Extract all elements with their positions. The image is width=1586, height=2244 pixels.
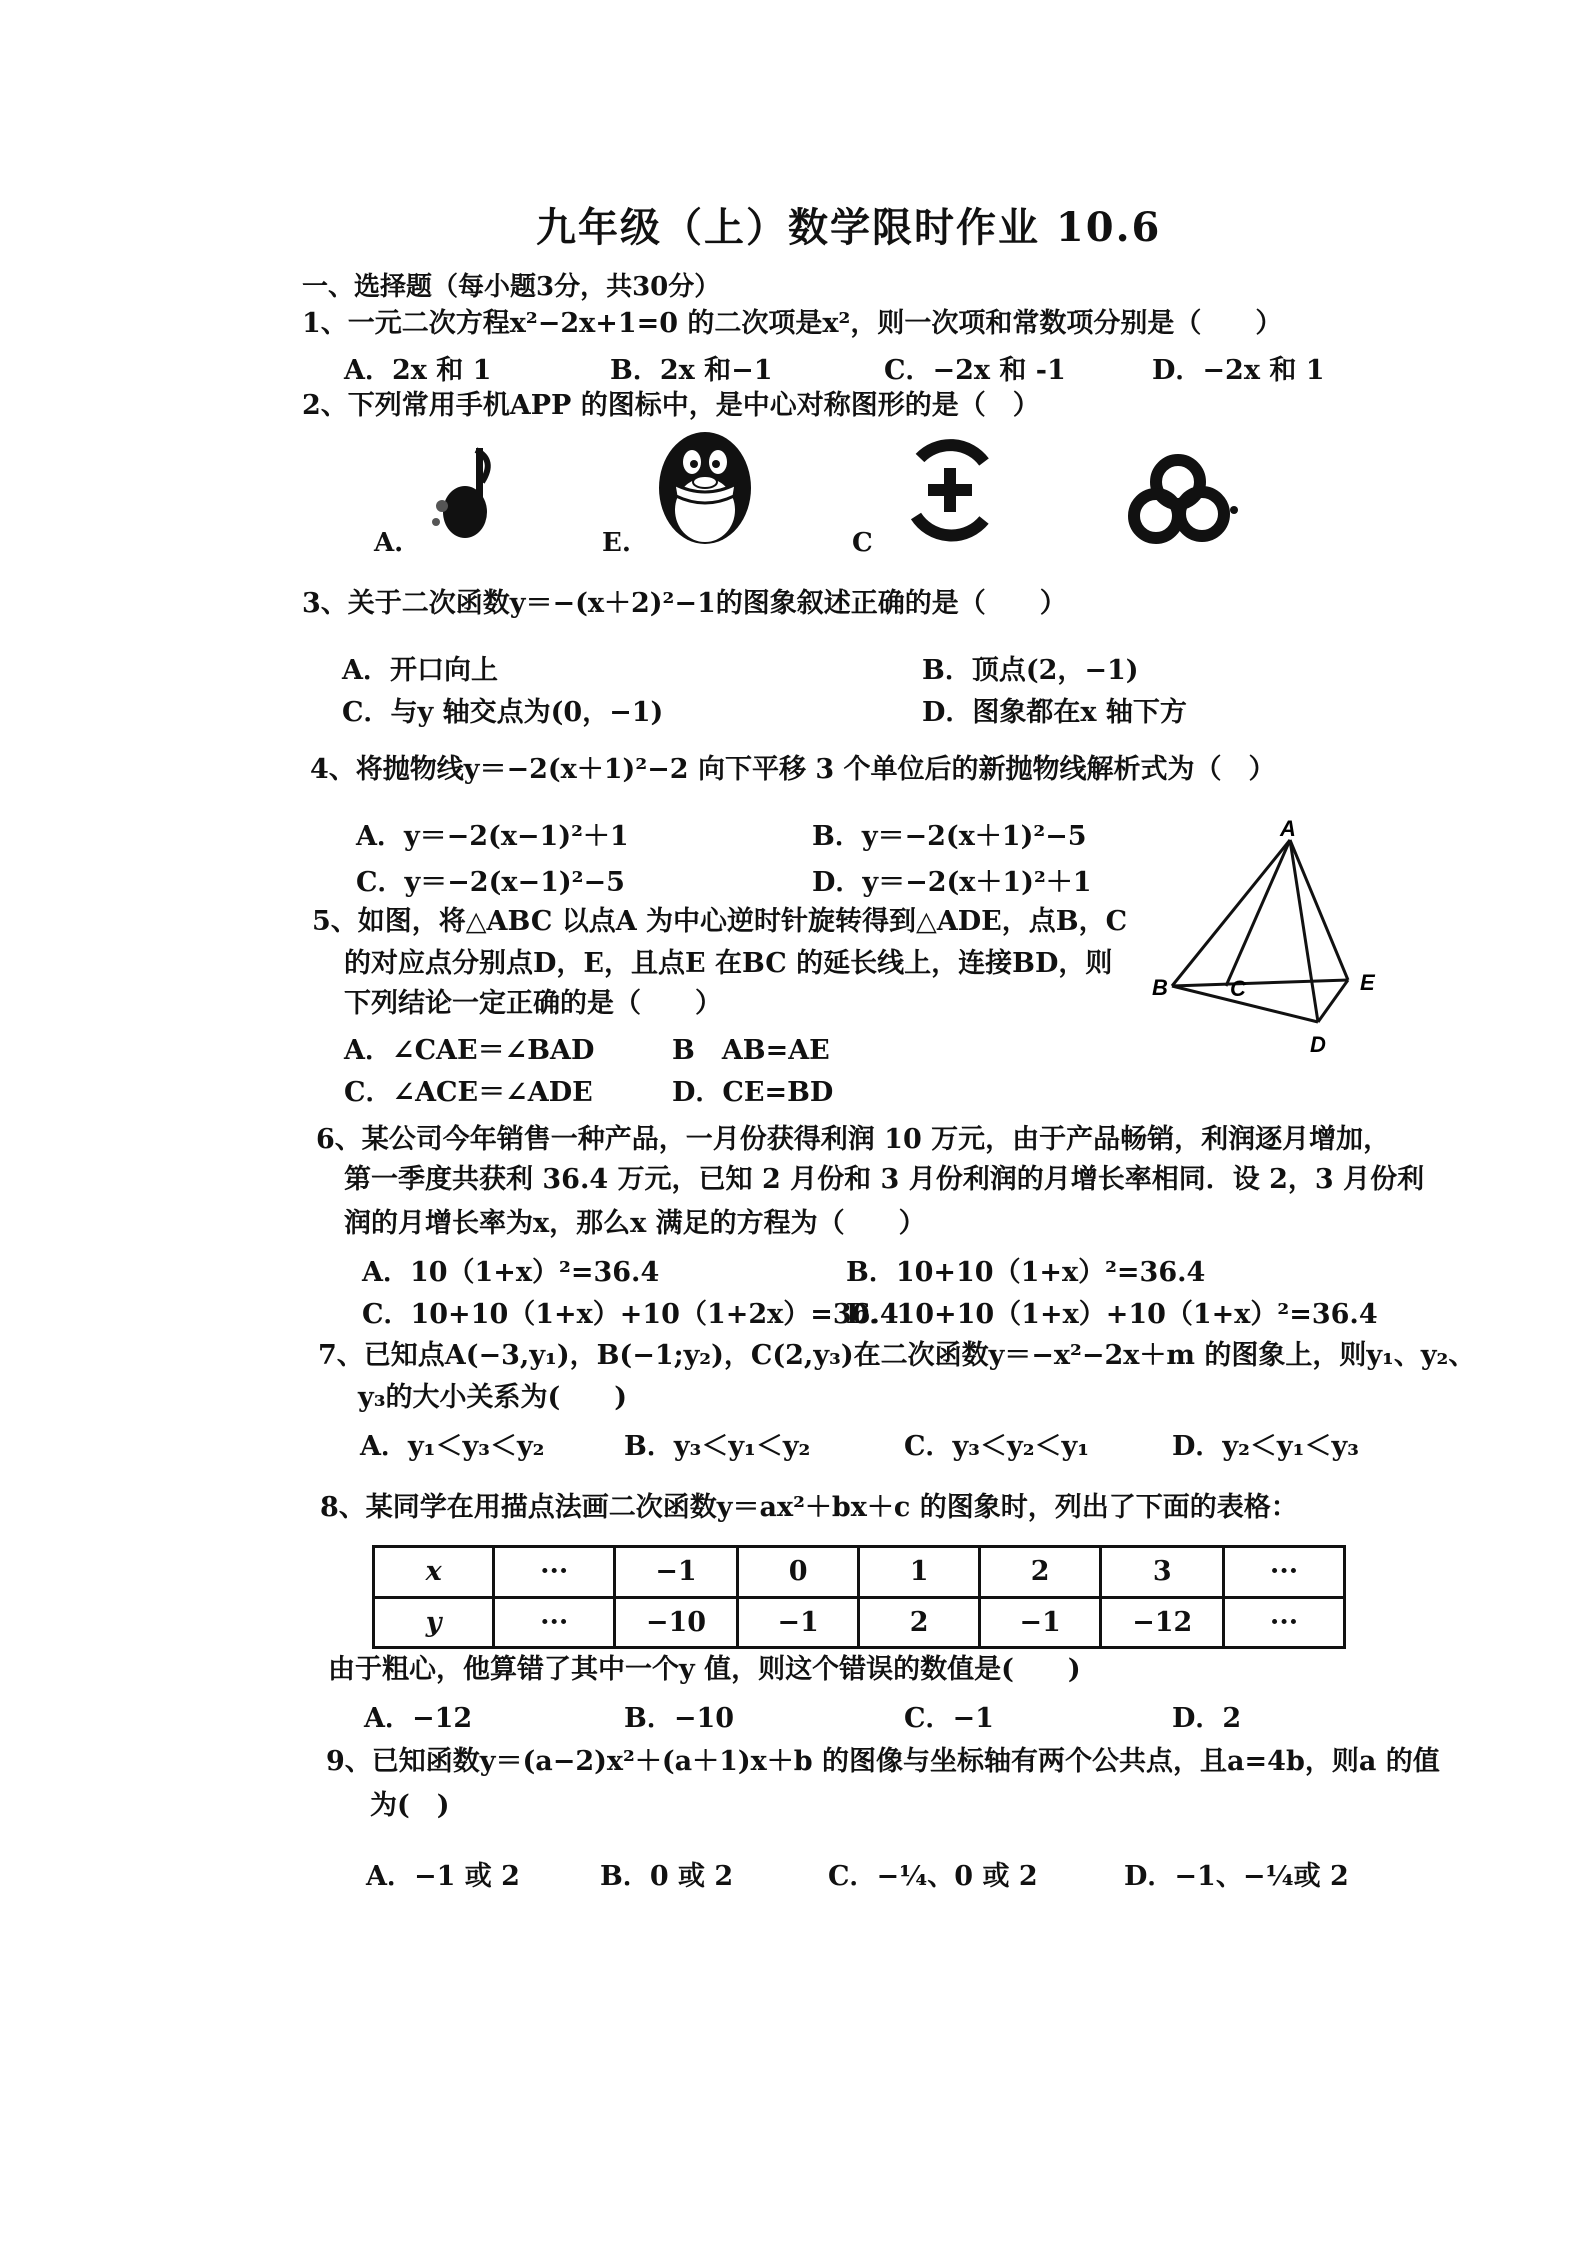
vertex-a-label: A [1280, 820, 1296, 841]
table-cell: 3 [1101, 1547, 1224, 1598]
question-8-stem: 8、某同学在用描点法画二次函数y＝ax²＋bx＋c 的图象时，列出了下面的表格： [320, 1492, 1298, 1523]
q4-option-d[interactable]: D．y＝−2(x＋1)²＋1 [812, 867, 1092, 898]
q7-option-d[interactable]: D．y₂＜y₁＜y₃ [1172, 1431, 1359, 1462]
q4-option-b[interactable]: B．y＝−2(x＋1)²−5 [812, 821, 1087, 852]
vertex-c-label: C [1230, 976, 1246, 1001]
q6-option-d[interactable]: D．10+10（1+x）+10（1+x）²=36.4 [846, 1299, 1378, 1330]
q3-option-a[interactable]: A．开口向上 [342, 655, 498, 686]
q4-option-c[interactable]: C．y＝−2(x−1)²−5 [356, 867, 625, 898]
table-cell: x [374, 1547, 494, 1598]
q2-label-c[interactable]: C [852, 528, 873, 558]
question-9-line-2: 为( ) [370, 1790, 450, 1821]
q6-option-a[interactable]: A．10（1+x）²=36.4 [362, 1257, 660, 1288]
question-5-line-1: 5、如图，将△ABC 以点A 为中心逆时针旋转得到△ADE，点B，C [312, 906, 1128, 937]
q9-option-c[interactable]: C．−¼、0 或 2 [828, 1861, 1038, 1892]
q2-label-a[interactable]: A. [374, 528, 404, 558]
music-note-icon[interactable] [420, 440, 500, 550]
question-4-stem: 4、将抛物线y＝−2(x＋1)²−2 向下平移 3 个单位后的新抛物线解析式为（ ） [310, 754, 1276, 785]
q4-option-a[interactable]: A．y＝−2(x−1)²＋1 [356, 821, 629, 852]
page-title: 九年级（上）数学限时作业 10.6 [536, 204, 1162, 251]
table-cell: −10 [615, 1597, 738, 1648]
table-cell: −12 [1101, 1597, 1224, 1648]
circle-plus-icon[interactable] [900, 436, 1000, 546]
q6-option-b[interactable]: B．10+10（1+x）²=36.4 [846, 1257, 1206, 1288]
q5-option-c[interactable]: C．∠ACE＝∠ADE [344, 1077, 593, 1108]
q3-option-c[interactable]: C．与y 轴交点为(0，−1) [342, 697, 664, 728]
q2-label-b[interactable]: E. [602, 528, 631, 558]
q3-option-d[interactable]: D．图象都在x 轴下方 [922, 697, 1187, 728]
question-6-line-3: 润的月增长率为x，那么x 满足的方程为（ ） [344, 1208, 926, 1239]
table-cell: ··· [494, 1547, 615, 1598]
question-6-line-2: 第一季度共获利 36.4 万元，已知 2 月份和 3 月份利润的月增长率相同．设 2，3 月份利 [344, 1164, 1425, 1195]
q3-option-b[interactable]: B．顶点(2，−1) [922, 655, 1139, 686]
q6-option-c[interactable]: C．10+10（1+x）+10（1+2x）=36.4 [362, 1299, 899, 1330]
table-row-y [374, 1597, 1345, 1648]
table-cell: ··· [1224, 1597, 1345, 1648]
q7-option-a[interactable]: A．y₁＜y₃＜y₂ [360, 1431, 545, 1462]
table-cell: 1 [859, 1547, 979, 1598]
question-6-line-1: 6、某公司今年销售一种产品，一月份获得利润 10 万元，由于产品畅销，利润逐月增加， [316, 1124, 1391, 1155]
q8-option-b[interactable]: B．−10 [624, 1703, 735, 1734]
question-9-line-1: 9、已知函数y＝(a−2)x²＋(a＋1)x＋b 的图像与坐标轴有两个公共点，且a=4b，则a 的值 [326, 1746, 1440, 1777]
clover-rings-icon[interactable] [1126, 452, 1254, 552]
q7-option-c[interactable]: C．y₃＜y₂＜y₁ [904, 1431, 1090, 1462]
question-7-line-2: y₃的大小关系为( ) [358, 1382, 628, 1413]
q8-option-c[interactable]: C．−1 [904, 1703, 994, 1734]
table-cell: ··· [494, 1597, 615, 1648]
table-row-x [374, 1547, 1345, 1598]
question-1-stem: 1、一元二次方程x²−2x+1=0 的二次项是x²，则一次项和常数项分别是（ ） [302, 308, 1283, 339]
q1-option-c[interactable]: C．−2x 和 -1 [884, 355, 1066, 386]
q9-option-d[interactable]: D．−1、−¼或 2 [1124, 1861, 1349, 1892]
table-cell: 0 [737, 1547, 859, 1598]
table-cell: 2 [979, 1547, 1101, 1598]
q9-option-b[interactable]: B．0 或 2 [600, 1861, 734, 1892]
table-cell: y [374, 1597, 494, 1648]
triangle-rotation-figure [1150, 820, 1390, 1060]
question-5-line-2: 的对应点分别点D，E，且点E 在BC 的延长线上，连接BD，则 [344, 948, 1113, 979]
q7-option-b[interactable]: B．y₃＜y₁＜y₂ [624, 1431, 811, 1462]
table-cell: ··· [1224, 1547, 1345, 1598]
table-cell: −1 [615, 1547, 738, 1598]
section-header: 一、选择题（每小题3分，共30分） [302, 272, 721, 302]
q5-option-a[interactable]: A．∠CAE＝∠BAD [344, 1035, 595, 1066]
question-5-line-3: 下列结论一定正确的是（ ） [344, 988, 722, 1019]
vertex-b-label: B [1152, 975, 1168, 1000]
q9-option-a[interactable]: A．−1 或 2 [366, 1861, 520, 1892]
penguin-icon[interactable] [650, 428, 760, 552]
table-cell: −1 [737, 1597, 859, 1648]
question-8-followup: 由于粗心，他算错了其中一个y 值，则这个错误的数值是( ) [328, 1654, 1081, 1685]
q8-option-a[interactable]: A．−12 [364, 1703, 473, 1734]
q1-option-b[interactable]: B．2x 和−1 [610, 355, 773, 386]
vertex-e-label: E [1360, 970, 1375, 995]
question-7-line-1: 7、已知点A(−3,y₁)，B(−1;y₂)，C(2,y₃)在二次函数y＝−x²−2x＋m 的图象上，则y₁、y₂、 [318, 1340, 1476, 1371]
q1-option-a[interactable]: A．2x 和 1 [344, 355, 492, 386]
question-3-stem: 3、关于二次函数y＝−(x＋2)²−1的图象叙述正确的是（ ） [302, 588, 1067, 619]
table-cell: −1 [979, 1597, 1101, 1648]
q5-option-d[interactable]: D．CE=BD [672, 1077, 834, 1108]
q8-option-d[interactable]: D．2 [1172, 1703, 1242, 1734]
xy-value-table [372, 1545, 1346, 1649]
q1-option-d[interactable]: D．−2x 和 1 [1152, 355, 1325, 386]
q5-option-b[interactable]: B AB=AE [672, 1035, 830, 1066]
question-2-stem: 2、下列常用手机APP 的图标中，是中心对称图形的是（ ） [302, 390, 1040, 421]
table-cell: 2 [859, 1597, 979, 1648]
vertex-d-label: D [1310, 1032, 1326, 1057]
